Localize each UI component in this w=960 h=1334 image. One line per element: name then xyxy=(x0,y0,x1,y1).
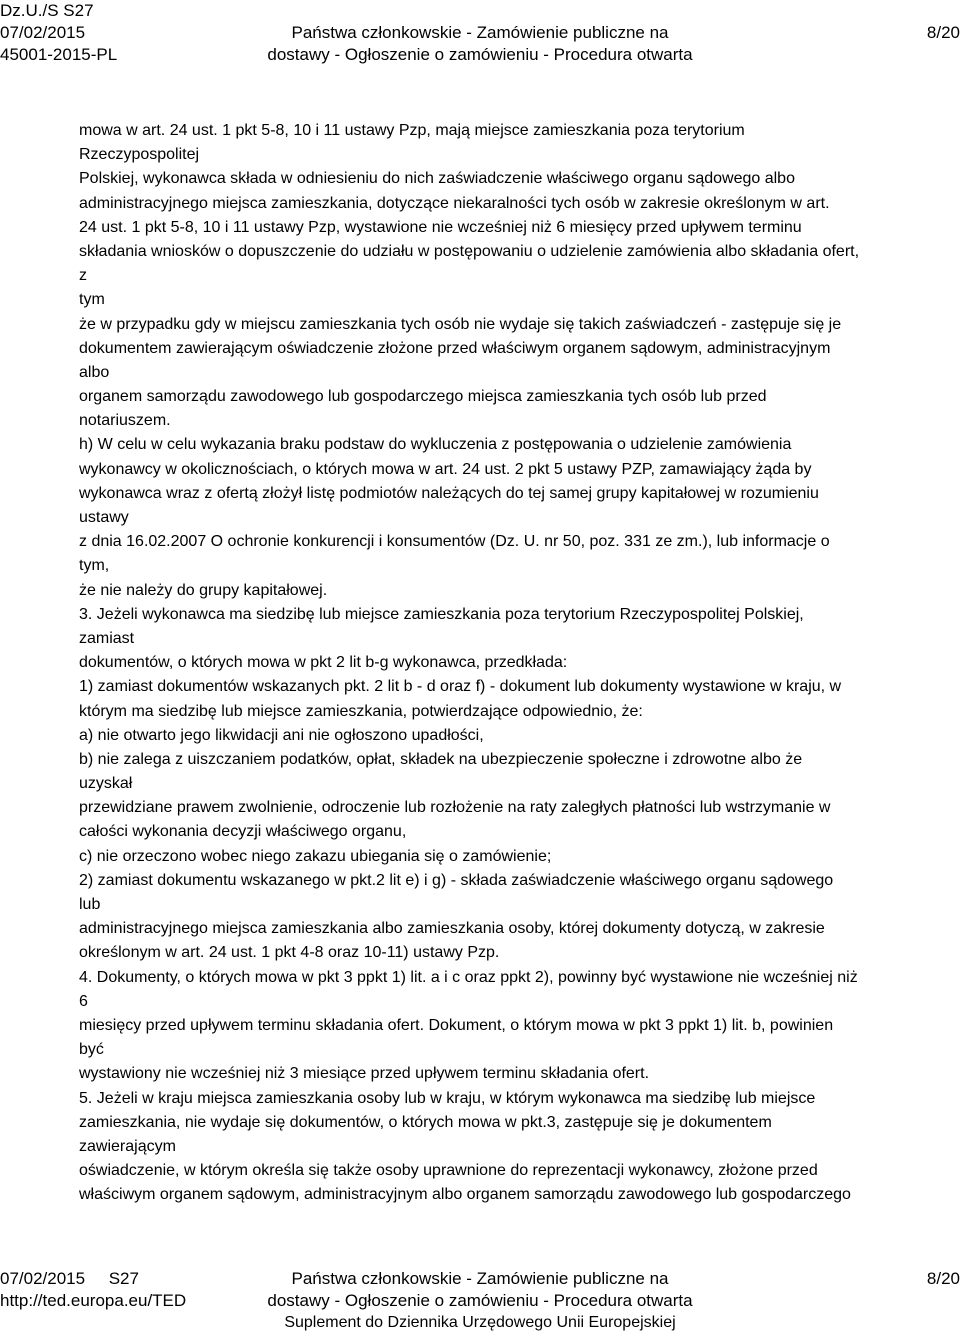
body-line: że nie należy do grupy kapitałowej. xyxy=(79,581,328,599)
body-line: wykonawcy w okolicznościach, o których mowa w art. 24 ust. 2 pkt 5 ustawy PZP, zamawiający żąda by xyxy=(79,460,812,478)
journal-reference: Dz.U./S S27 xyxy=(0,1,94,20)
body-line: być xyxy=(79,1041,104,1059)
footer-date: 07/02/2015 S27 xyxy=(0,1269,139,1288)
publication-date: 07/02/2015 xyxy=(0,23,86,42)
body-line: 4. Dokumenty, o których mowa w pkt 3 ppkt 1) lit. a i c oraz ppkt 2), powinny być wystawione nie wcześniej niż xyxy=(79,968,858,986)
body-line: 6 xyxy=(79,992,88,1010)
body-line: dokumentów, o których mowa w pkt 2 lit b-g wykonawca, przedkłada: xyxy=(79,654,568,672)
body-line: całości wykonania decyzji właściwego organu, xyxy=(79,823,407,841)
notice-title-line-2: dostawy - Ogłoszenie o zamówieniu - Procedura otwarta xyxy=(267,45,693,64)
body-line: że w przypadku gdy w miejscu zamieszkania tych osób nie wydaje się takich zaświadczeń - zastępuje się je xyxy=(79,315,842,333)
body-line: lub xyxy=(79,896,101,913)
body-line: składania wniosków o dopuszczenie do udziału w postępowaniu o udzielenie zamówienia albo składania ofert, xyxy=(79,242,860,260)
body-line: c) nie orzeczono wobec niego zakazu ubiegania się o zamówienie; xyxy=(79,847,552,865)
body-line: wykonawca wraz z ofertą złożył listę podmiotów należących do tej samej grupy kapitałowej w rozumieniu xyxy=(79,484,819,502)
body-line: h) W celu w celu wykazania braku podstaw do wykluczenia z postępowania o udzielenie zamówienia xyxy=(79,436,792,454)
body-line: b) nie zalega z uiszczaniem podatków, opłat, składek na ubezpieczenie społeczne i zdrowotne albo że xyxy=(79,750,803,768)
body-line: administracyjnego miejsca zamieszkania albo zamieszkania osoby, której dokumenty dotyczą, w zakresie xyxy=(79,920,825,938)
notice-title-line-1: Państwa członkowskie - Zamówienie publiczne na xyxy=(291,23,669,42)
body-line: albo xyxy=(79,363,110,381)
body-line: przewidziane prawem zwolnienie, odroczenie lub rozłożenie na raty zaległych płatności lub wstrzymanie w xyxy=(79,799,831,817)
body-line: Polskiej, wykonawca składa w odniesieniu do nich zaświadczenie właściwego organu sądowego albo xyxy=(79,170,795,188)
footer-url: http://ted.europa.eu/TED xyxy=(0,1291,187,1310)
body-line: 24 ust. 1 pkt 5-8, 10 i 11 ustawy Pzp, wystawione nie wcześniej niż 6 miesięcy przed upływem terminu xyxy=(79,218,802,236)
body-line: właściwym organem sądowym, administracyjnym albo organem samorządu zawodowego lub gospodarczego xyxy=(79,1186,851,1204)
page-header xyxy=(0,0,960,66)
body-line: notariuszem. xyxy=(79,412,171,430)
body-line: z dnia 16.02.2007 O ochronie konkurencji i konsumentów (Dz. U. nr 50, poz. 331 ze zm.), lub informacje o xyxy=(79,533,830,551)
footer-center xyxy=(0,1268,960,1334)
body-line: 3. Jeżeli wykonawca ma siedzibę lub miejsce zamieszkania poza terytorium Rzeczypospolitej Polskiej, xyxy=(79,605,804,623)
body-line: ustawy xyxy=(79,509,129,526)
body-line: którym ma siedzibę lub miejsce zamieszkania, potwierdzające odpowiednio, że: xyxy=(79,702,643,720)
footer-supplement: Suplement do Dziennika Urzędowego Unii Europejskiej xyxy=(284,1314,676,1331)
body-line: administracyjnego miejsca zamieszkania, dotyczące niekaralności tych osób w zakresie określonym w art. xyxy=(79,194,830,212)
notice-number: 45001-2015-PL xyxy=(0,45,118,64)
body-line: mowa w art. 24 ust. 1 pkt 5-8, 10 i 11 ustawy Pzp, mają miejsce zamieszkania poza terytorium xyxy=(79,122,745,139)
body-line: oświadczenie, w którym określa się także osoby uprawnione do reprezentacji wykonawcy, złożone przed xyxy=(79,1162,818,1180)
body-line: wystawiony nie wcześniej niż 3 miesiące przed upływem terminu składania ofert. xyxy=(79,1065,650,1083)
body-line: tym, xyxy=(79,557,110,575)
body-line: zamiast xyxy=(79,629,135,647)
body-line: 2) zamiast dokumentu wskazanego w pkt.2 lit e) i g) - składa zaświadczenie właściwego organu sądowego xyxy=(79,871,834,889)
body-line: z xyxy=(79,267,87,285)
body-line: dokumentem zawierającym oświadczenie złożone przed właściwym organem sądowym, administracyjnym xyxy=(79,339,831,357)
body-line: zawierającym xyxy=(79,1137,176,1155)
body-line: 1) zamiast dokumentów wskazanych pkt. 2 lit b - d oraz f) - dokument lub dokumenty wystawione w kraju, w xyxy=(79,678,842,696)
body-line: Rzeczypospolitej xyxy=(79,146,200,164)
page-footer xyxy=(0,1268,960,1334)
footer-title-line-1: Państwa członkowskie - Zamówienie publiczne na xyxy=(291,1269,669,1288)
body-line: określonym w art. 24 ust. 1 pkt 4-8 oraz 10-11) ustawy Pzp. xyxy=(79,944,500,962)
body-line: organem samorządu zawodowego lub gospodarczego miejsca zamieszkania tych osób lub przed xyxy=(79,388,767,406)
body-line: miesięcy przed upływem terminu składania ofert. Dokument, o którym mowa w pkt 3 ppkt 1) lit. b, powinien xyxy=(79,1016,834,1034)
footer-page-number: 8/20 xyxy=(926,1269,960,1288)
body-line: 5. Jeżeli w kraju miejsca zamieszkania osoby lub w kraju, w którym wykonawca ma siedzibę lub miejsce xyxy=(79,1089,816,1107)
body-line: zamieszkania, nie wydaje się dokumentów, o których mowa w pkt.3, zastępuje się je dokumentem xyxy=(79,1113,772,1131)
footer-title-line-2: dostawy - Ogłoszenie o zamówieniu - Procedura otwarta xyxy=(267,1291,693,1310)
document-body xyxy=(79,119,954,1207)
page-number: 8/20 xyxy=(926,23,960,42)
body-line: a) nie otwarto jego likwidacji ani nie ogłoszono upadłości, xyxy=(79,726,484,744)
body-line: uzyskał xyxy=(79,775,133,793)
body-line: tym xyxy=(79,291,105,309)
header-center xyxy=(0,0,960,66)
